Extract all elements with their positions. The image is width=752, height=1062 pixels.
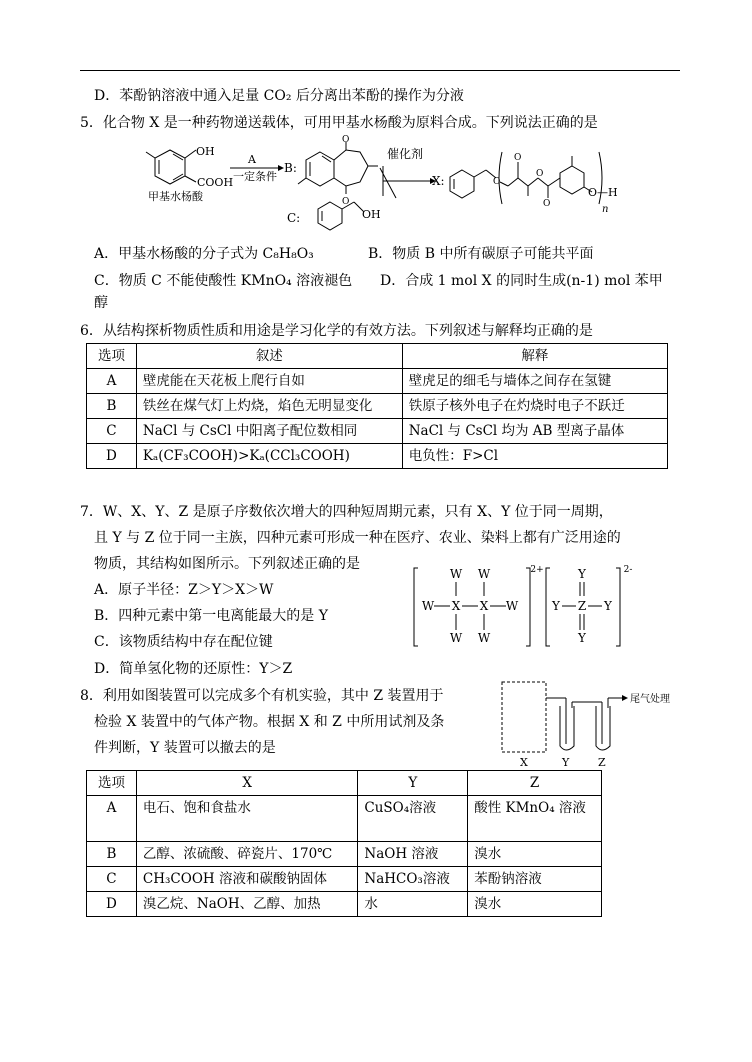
y-atom: Y xyxy=(604,599,612,613)
explanation-cell: 壁虎足的细毛与墙体之间存在氢键 xyxy=(402,369,667,394)
y-cell: NaHCO₃溶液 xyxy=(358,867,468,892)
y-cell: NaOH 溶液 xyxy=(358,842,468,867)
x-label: X: xyxy=(432,174,445,188)
z-cell: 溴水 xyxy=(468,892,602,917)
x-cell: 溴乙烷、NaOH、乙醇、加热 xyxy=(136,892,357,917)
svg-text:O: O xyxy=(342,135,350,145)
option-cell: A xyxy=(87,369,137,394)
q7-option-a: A．原子半径：Z＞Y＞X＞W xyxy=(94,582,274,598)
header-statement: 叙述 xyxy=(136,344,402,369)
z-cell: 苯酚钠溶液 xyxy=(468,867,602,892)
reagent-a-label: A xyxy=(248,153,256,166)
c-oh-label: OH xyxy=(362,208,381,221)
q5-reaction-scheme xyxy=(140,135,618,238)
svg-text:O: O xyxy=(493,177,501,187)
option-cell: C xyxy=(87,867,137,892)
option-cell: B xyxy=(87,394,137,419)
option-cell: D xyxy=(87,892,137,917)
x-atom: X xyxy=(479,599,489,613)
option-cell: A xyxy=(87,796,137,842)
explanation-cell: 电负性：F>Cl xyxy=(402,444,667,469)
table-row xyxy=(87,892,602,917)
test-tube-y xyxy=(560,706,574,750)
oh-label: OH xyxy=(196,145,215,158)
test-tube-z xyxy=(596,706,610,750)
header-z: Z xyxy=(468,771,602,796)
table-header-row xyxy=(87,771,602,796)
q5-option-d-cont: 醇 xyxy=(94,295,108,311)
y-cell: 水 xyxy=(358,892,468,917)
q8-table xyxy=(86,770,602,917)
statement-cell: Kₐ(CF₃COOH)>Kₐ(CCl₃COOH) xyxy=(136,444,402,469)
option-cell: C xyxy=(87,419,137,444)
methylsalicylic-acid-structure xyxy=(146,150,196,184)
w-atom: W xyxy=(477,567,491,581)
svg-text:O: O xyxy=(342,197,350,207)
q5-option-d: D．合成 1 mol X 的同时生成(n-1) mol 苯甲 xyxy=(380,273,663,289)
q7-option-c: C．该物质结构中存在配位键 xyxy=(94,634,273,650)
table-row xyxy=(87,419,668,444)
q8-apparatus-diagram xyxy=(498,680,708,770)
q5-option-a: A．甲基水杨酸的分子式为 C₈H₈O₃ xyxy=(94,246,314,262)
q5-option-c: C．物质 C 不能使酸性 KMnO₄ 溶液褪色 xyxy=(94,273,353,289)
z-cell: 溴水 xyxy=(468,842,602,867)
explanation-cell: 铁原子核外电子在灼烧时电子不跃迁 xyxy=(402,394,667,419)
w-atom: W xyxy=(421,599,435,613)
option-cell: D xyxy=(87,444,137,469)
apparatus-x-box xyxy=(502,682,546,752)
x-oh-label: O—H xyxy=(588,186,618,199)
apparatus-z-label: Z xyxy=(598,756,606,769)
w-atom: W xyxy=(449,567,463,581)
table-row xyxy=(87,444,668,469)
statement-cell: 壁虎能在天花板上爬行自如 xyxy=(136,369,402,394)
condition-label: 一定条件 xyxy=(233,170,277,183)
q8-stem-line3: 件判断，Y 装置可以撤去的是 xyxy=(94,740,276,756)
z-atom: Z xyxy=(577,599,587,613)
svg-text:O: O xyxy=(514,153,522,163)
svg-text:O: O xyxy=(536,169,544,179)
q6-table xyxy=(86,343,668,469)
w-atom: W xyxy=(449,631,463,645)
header-y: Y xyxy=(358,771,468,796)
w-atom: W xyxy=(477,631,491,645)
z-cell: 酸性 KMnO₄ 溶液 xyxy=(468,796,602,842)
header-rule xyxy=(80,70,680,71)
table-row xyxy=(87,394,668,419)
q7-option-b: B．四种元素中第一电离能最大的是 Y xyxy=(94,608,328,624)
y-cell: CuSO₄溶液 xyxy=(358,796,468,842)
q7-structure-diagram xyxy=(410,562,640,652)
q7-option-d: D．简单氢化物的还原性：Y＞Z xyxy=(94,661,293,677)
x-cell: 乙醇、浓硫酸、碎瓷片、170℃ xyxy=(136,842,357,867)
header-option: 选项 xyxy=(87,771,137,796)
table-row xyxy=(87,796,602,842)
compound-b-structure xyxy=(298,142,396,198)
header-option: 选项 xyxy=(87,344,137,369)
start-compound-name: 甲基水杨酸 xyxy=(148,190,203,203)
anion-charge: 2- xyxy=(623,565,633,575)
y-atom: Y xyxy=(578,631,586,645)
y-atom: Y xyxy=(552,599,560,613)
w-atom: W xyxy=(505,599,519,613)
header-explanation: 解释 xyxy=(402,344,667,369)
table-row xyxy=(87,867,602,892)
q5-stem: 5．化合物 X 是一种药物递送载体，可用甲基水杨酸为原料合成。下列说法正确的是 xyxy=(80,115,598,131)
q7-stem-line3: 物质，其结构如图所示。下列叙述正确的是 xyxy=(94,556,360,572)
apparatus-x-label: X xyxy=(520,756,528,769)
explanation-cell: NaCl 与 CsCl 均为 AB 型离子晶体 xyxy=(402,419,667,444)
svg-text:O: O xyxy=(543,199,551,209)
x-atom: X xyxy=(451,599,461,613)
subscript-n: n xyxy=(602,204,609,215)
compound-x-structure xyxy=(450,152,602,204)
header-x: X xyxy=(136,771,357,796)
x-cell: 电石、饱和食盐水 xyxy=(136,796,357,842)
cation-charge: 2+ xyxy=(530,565,544,575)
tail-gas-label: 尾气处理 xyxy=(630,694,670,705)
catalyst-label: 催化剂 xyxy=(387,147,424,161)
q7-stem-line1: 7．W、X、Y、Z 是原子序数依次增大的四种短周期元素，只有 X、Y 位于同一周期， xyxy=(80,504,613,520)
q4-option-d: D．苯酚钠溶液中通入足量 CO₂ 后分离出苯酚的操作为分液 xyxy=(94,88,464,104)
apparatus-y-label: Y xyxy=(562,756,570,769)
statement-cell: 铁丝在煤气灯上灼烧，焰色无明显变化 xyxy=(136,394,402,419)
q8-stem-line1: 8．利用如图装置可以完成多个有机实验，其中 Z 装置用于 xyxy=(80,688,444,704)
q5-option-b: B．物质 B 中所有碳原子可能共平面 xyxy=(368,246,594,262)
compound-c-structure xyxy=(318,202,364,230)
table-row xyxy=(87,842,602,867)
cooh-label: COOH xyxy=(197,176,234,189)
table-row xyxy=(87,369,668,394)
c-label: C: xyxy=(287,211,301,225)
q7-stem-line2: 且 Y 与 Z 位于同一主族，四种元素可形成一种在医疗、农业、染料上都有广泛用途的 xyxy=(94,530,621,546)
q6-stem: 6．从结构探析物质性质和用途是学习化学的有效方法。下列叙述与解释均正确的是 xyxy=(80,323,593,339)
statement-cell: NaCl 与 CsCl 中阳离子配位数相同 xyxy=(136,419,402,444)
option-cell: B xyxy=(87,842,137,867)
x-cell: CH₃COOH 溶液和碳酸钠固体 xyxy=(136,867,357,892)
table-header-row xyxy=(87,344,668,369)
y-atom: Y xyxy=(578,567,586,581)
q8-stem-line2: 检验 X 装置中的气体产物。根据 X 和 Z 中所用试剂及条 xyxy=(94,714,445,730)
b-label: B: xyxy=(284,161,297,175)
